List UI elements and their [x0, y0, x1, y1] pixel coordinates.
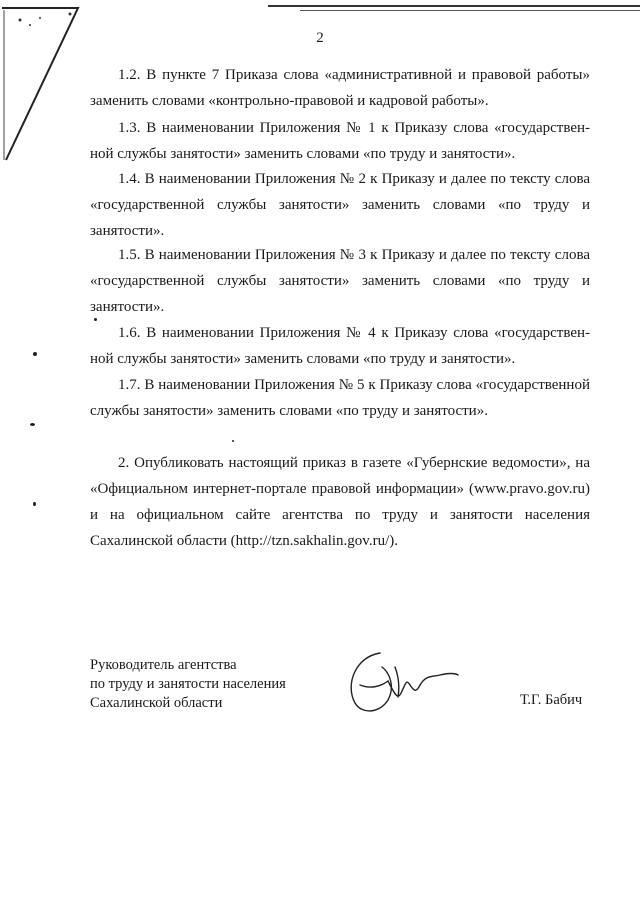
- scan-speck: [33, 352, 37, 356]
- scan-speck: [30, 423, 35, 426]
- signatory-title-line: Сахалинской области: [90, 695, 223, 711]
- scan-corner-mark: [0, 0, 90, 170]
- signatory-name: Т.Г. Бабич: [520, 692, 583, 708]
- signatory-title-line: по труду и занятости населения: [90, 676, 286, 692]
- signatory-title-line: Руководитель агентства: [90, 657, 237, 673]
- page-number: 2: [316, 30, 324, 46]
- paragraph-1-4: 1.4. В наименовании Приложения № 2 к Приказу и далее по тексту слова «государственной службы занятости» заменить словами «по труду и занятости».: [90, 171, 590, 239]
- signatory-title: [90, 656, 286, 713]
- paragraph-1-3: 1.3. В наименовании Приложения № 1 к Приказу слова «государствен-ной службы занятости» заменить словами «по труду и занятости».: [90, 120, 590, 162]
- paragraph-1-2: 1.2. В пункте 7 Приказа слова «административной и правовой работы» заменить словами «контрольно-правовой и кадровой работы».: [90, 67, 590, 109]
- paragraph-1-5: 1.5. В наименовании Приложения № 3 к Приказу и далее по тексту слова «государственной службы занятости» заменить словами «по труду и занятости».: [90, 247, 590, 315]
- paragraph-1-6: 1.6. В наименовании Приложения № 4 к Приказу слова «государствен-ной службы занятости» заменить словами «по труду и занятости».: [90, 325, 590, 367]
- paragraph-1-7: 1.7. В наименовании Приложения № 5 к Приказу слова «государственной службы занятости» заменить словами «по труду и занятости».: [90, 377, 590, 419]
- scan-speck: [232, 440, 234, 442]
- scan-top-rule: [300, 10, 640, 11]
- scan-top-rule: [268, 5, 640, 7]
- scan-speck: [33, 502, 36, 506]
- paragraph-2: 2. Опубликовать настоящий приказ в газете «Губернские ведомости», на «Официальном интернет-портале правовой информации» (www.pravo.gov.ru) и на официальном сайте агентства по труду и занятости населения Сахалинской области (http://tzn.sakhalin.gov.ru/).: [90, 455, 590, 549]
- handwritten-signature: [340, 645, 460, 725]
